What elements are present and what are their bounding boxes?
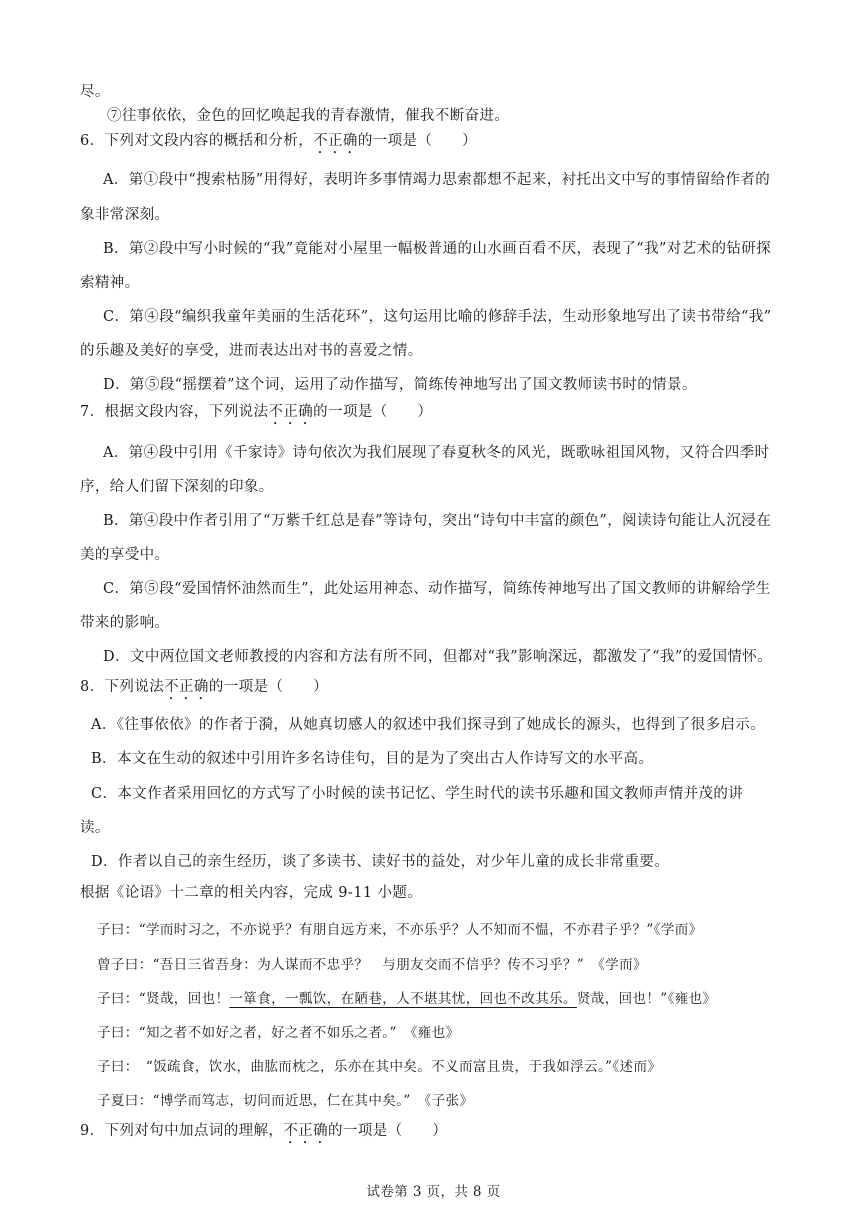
question-7-option-c: C．第⑤段“爱国情怀油然而生”，此处运用神态、动作描写，简练传神地写出了国文教师的讲解给学生 [103,581,771,597]
lunyu-line-4: 子曰：“知之者不如好之者，好之者不如乐之者。” 《雍也》 [97,1025,460,1041]
question-9-stem-text: 9．下列对句中加点词的理解， [80,1123,284,1139]
lunyu-line-5: 子曰： “饭疏食，饮水，曲肱而枕之，乐亦在其中矣。不义而富且贵，于我如浮云。”《述而》 [97,1059,662,1075]
question-8-stem-tail: 的一项是（ ） [208,679,329,695]
lunyu-line-1: 子曰：“学而时习之，不亦说乎？有朋自远方来，不亦乐乎？人不知而不愠，不亦君子乎？”《学而》 [97,922,703,938]
question-8-option-a: A．《往事依依》的作者于漪，从她真切感人的叙述中我们探寻到了她成长的源头，也得到了很多启示。 [91,717,766,733]
question-7-emphasis: 不正确 [268,404,314,420]
question-7-option-a-cont: 序，给人们留下深刻的印象。 [80,479,274,495]
question-8-stem [80,677,328,703]
paragraph-7: ⑦往事依依，金色的回忆唤起我的青春激情，催我不断奋进。 [107,108,510,124]
question-6-option-b-cont: 索精神。 [80,275,140,291]
question-7-option-a: A．第④段中引用《千家诗》诗句依次为我们展现了春夏秋冬的风光，既歌咏祖国风物，又符合四季时 [103,445,770,461]
question-6-option-c-cont: 的乐趣及美好的享受，进而表达出对书的喜爱之情。 [80,343,423,359]
lunyu-line-3 [97,989,716,1009]
question-8-option-c-cont: 读。 [80,820,110,836]
question-6-emphasis: 不正确 [313,133,358,149]
question-7-option-c-cont: 带来的影响。 [80,615,170,631]
question-6-option-a: A．第①段中“搜索枯肠”用得好，表明许多事情竭力思索都想不起来，衬托出文中写的事情留给作者的 [103,172,771,188]
continuation-end: 尽。 [80,84,110,100]
question-7-option-d: D．文中两位国文老师教授的内容和方法有所不同，但都对“我”影响深远，都激发了“我”的爱国情怀。 [103,649,773,665]
question-6-option-b: B．第②段中写小时候的“我”竟能对小屋里一幅极普通的山水画百看不厌，表现了“我”对艺术的钻研探 [103,241,772,257]
question-9-emphasis: 不正确 [283,1123,329,1139]
question-7-stem [80,402,432,428]
reading-intro: 根据《论语》十二章的相关内容，完成 9-11 小题。 [80,885,423,901]
lunyu-line-3-underlined: 一箪食，一瓢饮，在陋巷，人不堪其忧，回也不改其乐。 [229,991,577,1007]
question-6-stem-tail: 的一项是（ ） [357,133,478,149]
question-8-stem-text: 8．下列说法 [80,679,165,695]
question-7-stem-tail: 的一项是（ ） [313,404,433,420]
question-6-stem [80,131,477,157]
question-9-stem-tail: 的一项是（ ） [328,1123,448,1139]
question-6-stem-text: 6．下列对文段内容的概括和分析， [80,133,314,149]
question-6-option-c: C．第④段“编织我童年美丽的生活花环”，这句运用比喻的修辞手法，生动形象地写出了读书带给“我” [103,309,772,325]
lunyu-line-3-end: 贤哉，回也！”《雍也》 [576,991,717,1007]
question-8-option-c: C．本文作者采用回忆的方式写了小时候的读书记忆、学生时代的读书乐趣和国文教师声情并茂的讲 [91,786,744,802]
question-7-stem-text: 7．根据文段内容，下列说法 [80,404,269,420]
question-7-option-b-cont: 美的享受中。 [80,547,170,563]
question-8-option-b: B．本文在生动的叙述中引用许多名诗佳句，目的是为了突出古人作诗写文的水平高。 [91,751,654,767]
lunyu-line-2: 曾子曰：“吾日三省吾身：为人谋而不忠乎？ 与朋友交而不信乎？传不习乎？” 《学而》 [97,957,647,973]
lunyu-line-6: 子夏曰：“博学而笃志，切问而近思，仁在其中矣。” 《子张》 [97,1093,474,1109]
question-8-option-d: D．作者以自己的亲生经历，谈了多读书、读好书的益处，对少年儿童的成长非常重要。 [91,854,670,870]
question-7-option-b: B．第④段中作者引用了“万紫千红总是春”等诗句，突出“诗句中丰富的颜色”，阅读诗句能让人沉浸在 [103,513,772,529]
page-footer: 试卷第 3 页，共 8 页 [366,1184,501,1200]
lunyu-line-3-start: 子曰：“贤哉，回也！ [97,991,230,1007]
question-6-option-a-cont: 象非常深刻。 [80,207,170,223]
question-9-stem [80,1121,447,1147]
question-8-emphasis: 不正确 [164,679,209,695]
question-6-option-d: D．第⑤段“摇摆着”这个词，运用了动作描写，简练传神地写出了国文教师读书时的情景。 [103,377,697,393]
